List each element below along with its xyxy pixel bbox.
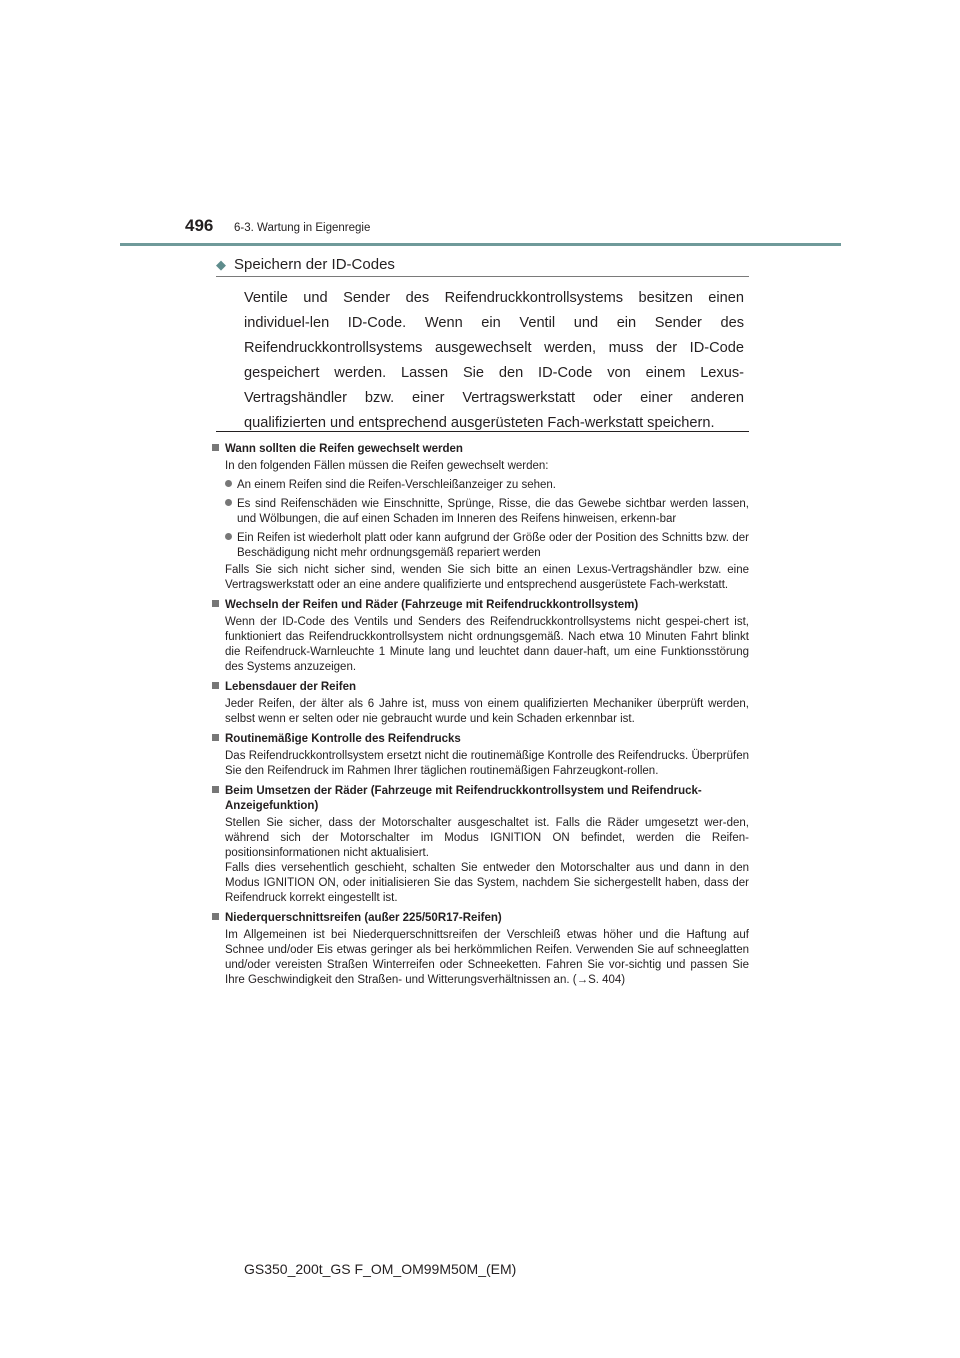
note-title: Beim Umsetzen der Räder (Fahrzeuge mit Reifendruckkontrollsystem und Reifendruck-Anzeigefunktion) [212, 784, 749, 814]
circle-bullet-icon [225, 533, 232, 540]
circle-bullet-icon [225, 499, 232, 506]
note-tire-replacement [212, 442, 749, 593]
note-body: Wenn der ID-Code des Ventils und Senders des Reifendruckkontrollsystems nicht gespei-chert ist, funktioniert das Reifendruckkontrollsystem nicht ordnungsgemäß. Nach etwa 10 Minuten Fahrt blinkt die Reifendruck-Warnleuchte 1 Minute lang und leuchtet dann dauer-haft, um eine Funktionsstörung des Systems anzuzeigen. [225, 616, 749, 673]
note-tire-lifespan [212, 680, 749, 727]
subsection-title: Speichern der ID-Codes [234, 256, 395, 273]
note-body: Stellen Sie sicher, dass der Motorschalter ausgeschaltet ist. Falls die Räder umgesetzt wer-den, während sich der Motorschalter im Modus IGNITION ON befindet, werden die Reifen-positionsinformationen nicht aktualisiert. [225, 817, 749, 859]
note-title: Wann sollten die Reifen gewechselt werden [212, 442, 749, 457]
note-title: Lebensdauer der Reifen [212, 680, 749, 695]
square-bullet-icon [212, 786, 219, 793]
diamond-icon: ◆ [216, 257, 226, 272]
notes-divider [216, 431, 749, 432]
note-pressure-check [212, 732, 749, 779]
note-body: In den folgenden Fällen müssen die Reifen gewechselt werden: [225, 460, 549, 472]
note-low-profile-tires [212, 911, 749, 988]
header-rule [120, 243, 841, 246]
note-title: Wechseln der Reifen und Räder (Fahrzeuge mit Reifendruckkontrollsystem) [212, 598, 749, 613]
footer-model-code: GS350_200t_GS F_OM_OM99M50M_(EM) [244, 1261, 517, 1277]
square-bullet-icon [212, 600, 219, 607]
circle-bullet-icon [225, 480, 232, 487]
note-wheel-change [212, 598, 749, 675]
note-body: Falls dies versehentlich geschieht, schalten Sie entweder den Motorschalter aus und dann in den Modus IGNITION ON, oder initialisieren Sie das System, nachdem Sie sichergestellt haben, dass der Reifendruck korrekt eingestellt ist. [225, 862, 749, 904]
square-bullet-icon [212, 913, 219, 920]
list-item: An einem Reifen sind die Reifen-Verschleißanzeiger zu sehen. [225, 478, 749, 493]
square-bullet-icon [212, 682, 219, 689]
list-item: Ein Reifen ist wiederholt platt oder kann aufgrund der Größe oder der Position des Schnitts bzw. der Beschädigung nicht mehr ordnungsgemäß repariert werden [225, 531, 749, 561]
subsection-text: Ventile und Sender des Reifendruckkontrollsystems besitzen einen individuel-len ID-Code. Wenn ein Ventil und ein Sender des Reifendruckkontrollsystems ausgewechselt werden, muss der ID-Code gespeichert werden. Lassen Sie den ID-Code von einem Lexus-Vertragshändler bzw. einer Vertragswerkstatt oder einer anderen qualifizierten und entsprechend ausgerüsteten Fach-werkstatt speichern. [244, 290, 744, 431]
note-body: Falls Sie sich nicht sicher sind, wenden Sie sich bitte an einen Lexus-Vertragshändler bzw. eine Vertragswerkstatt oder an eine andere qualifizierte und entsprechend ausgerüstete Fach-werkstatt. [225, 564, 749, 591]
note-wheel-rotation [212, 784, 749, 906]
list-item: Es sind Reifenschäden wie Einschnitte, Sprünge, Risse, die das Gewebe sichtbar werden lassen, und Wölbungen, die auf einen Schaden im Inneren des Reifens hinweisen, erkenn-bar [225, 497, 749, 527]
note-title: Routinemäßige Kontrolle des Reifendrucks [212, 732, 749, 747]
note-title: Niederquerschnittsreifen (außer 225/50R17-Reifen) [212, 911, 749, 926]
note-body: Im Allgemeinen ist bei Niederquerschnittsreifen der Verschleiß etwas höher und die Haftung auf Schnee und/oder Eis etwas geringer als bei herkömmlichen Reifen. Verwenden Sie auf schneeglatten und/oder vereisten Straßen Winterreifen oder Schneeketten. Fahren Sie vor-sichtig und passen Sie Ihre Geschwindigkeit den Straßen- und Witterungsverhältnissen an. (→S. 404) [225, 929, 749, 986]
note-body: Das Reifendruckkontrollsystem ersetzt nicht die routinemäßige Kontrolle des Reifendrucks. Überprüfen Sie den Reifendruck im Rahmen Ihrer täglichen routinemäßigen Fahrzeugkont-rollen. [225, 750, 749, 777]
page-number: 496 [185, 216, 214, 235]
subsection-rule [216, 276, 749, 277]
notes-section [212, 442, 749, 993]
square-bullet-icon [212, 444, 219, 451]
subsection-heading [216, 256, 395, 273]
note-body: Jeder Reifen, der älter als 6 Jahre ist, muss von einem qualifizierten Mechaniker überprüft werden, selbst wenn er selten oder nie gebraucht wurde und kein Schaden erkennbar ist. [225, 698, 749, 725]
square-bullet-icon [212, 734, 219, 741]
section-label: 6-3. Wartung in Eigenregie [234, 222, 371, 234]
